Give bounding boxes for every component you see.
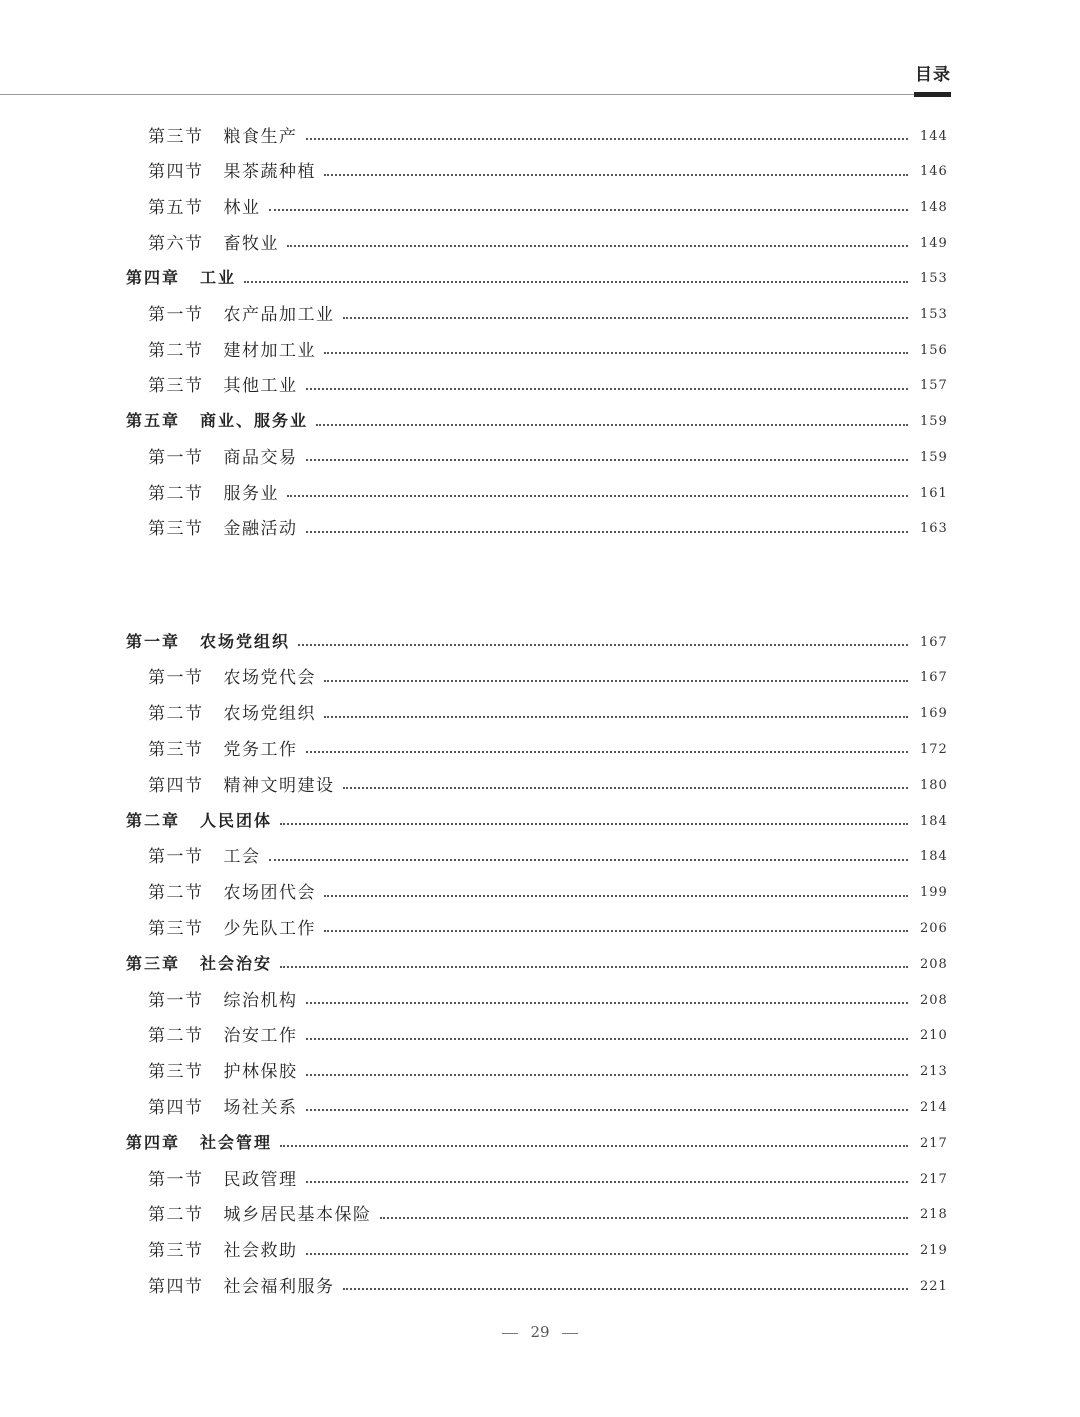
dot-leader: [324, 930, 908, 932]
toc-section-entry[interactable]: [0, 980, 1080, 1016]
toc-entry-label: [148, 122, 298, 147]
page-number-ref: 221: [920, 1278, 948, 1294]
toc-section-entry[interactable]: [0, 509, 1080, 545]
dot-leader: [244, 281, 908, 283]
dot-leader: [324, 680, 908, 682]
dot-leader: [306, 1253, 909, 1255]
toc-entry-label: [148, 336, 316, 361]
dot-leader: [306, 1002, 909, 1004]
chapter-title: 社会管理: [200, 1132, 273, 1152]
toc-chapter-entry[interactable]: [0, 259, 1080, 295]
toc-entry-label: [148, 1236, 298, 1261]
toc-section-entry[interactable]: [0, 295, 1080, 331]
toc-section-entry[interactable]: [0, 1266, 1080, 1302]
section-title: 综治机构: [223, 990, 298, 1011]
page-footer: [0, 1323, 1080, 1341]
toc-entry-label: [148, 479, 279, 504]
section-title: 林业: [223, 197, 261, 218]
section-number: 第三节: [148, 918, 204, 939]
dot-leader: [324, 716, 908, 718]
chapter-number: 第三章: [126, 953, 181, 973]
toc-section-entry[interactable]: [0, 694, 1080, 730]
page-number-ref: 184: [920, 813, 948, 829]
chapter-title: 工业: [200, 268, 237, 288]
section-number: 第二节: [148, 340, 204, 361]
section-title: 商品交易: [223, 447, 298, 468]
section-number: 第四节: [148, 1097, 204, 1118]
toc-section-entry[interactable]: [0, 873, 1080, 909]
toc-entry-label: [148, 1165, 298, 1190]
section-title: 其他工业: [223, 376, 298, 397]
dot-leader: [343, 787, 909, 789]
dot-leader: [280, 823, 908, 825]
toc-entry-label: [148, 878, 316, 903]
toc-entry-label: [148, 986, 298, 1011]
dot-leader: [306, 459, 909, 461]
dot-leader: [316, 424, 908, 426]
header-accent-bar: [914, 92, 951, 97]
page-number-ref: 159: [920, 449, 948, 465]
chapter-title: 人民团体: [200, 810, 273, 830]
toc-entry-label: [148, 1272, 335, 1297]
toc-entry-label: [148, 842, 261, 867]
toc-section-entry[interactable]: [0, 187, 1080, 223]
dot-leader: [306, 531, 909, 533]
toc-entry-label: [148, 663, 316, 688]
section-title: 治安工作: [223, 1026, 298, 1047]
toc-entry-label: [126, 265, 236, 288]
dot-leader: [324, 352, 908, 354]
toc-section-entry[interactable]: [0, 1087, 1080, 1123]
toc-section-entry[interactable]: [0, 765, 1080, 801]
dot-leader: [324, 174, 908, 176]
section-number: 第三节: [148, 126, 204, 147]
chapter-number: 第四章: [126, 1132, 181, 1152]
section-number: 第三节: [148, 739, 204, 760]
section-number: 第二节: [148, 1026, 204, 1047]
section-title: 农场党代会: [223, 668, 316, 689]
dot-leader: [306, 138, 909, 140]
page-number-ref: 163: [920, 521, 948, 537]
toc-entry-label: [148, 300, 335, 325]
toc-entry-label: [126, 808, 272, 831]
page-number-ref: 157: [920, 378, 948, 394]
toc-section-entry[interactable]: [0, 152, 1080, 188]
section-number: 第四节: [148, 1276, 204, 1297]
dot-leader: [343, 317, 909, 319]
page-number-ref: 199: [920, 885, 948, 901]
toc-chapter-entry[interactable]: [0, 1123, 1080, 1159]
toc-entry-label: [126, 951, 272, 974]
header-divider: [0, 94, 950, 95]
section-title: 社会救助: [223, 1241, 298, 1262]
section-title: 农场团代会: [223, 883, 316, 904]
dot-leader: [343, 1288, 909, 1290]
chapter-title: 商业、服务业: [200, 411, 309, 431]
chapter-title: 农场党组织: [200, 631, 291, 651]
toc-section-entry[interactable]: [0, 1159, 1080, 1195]
section-title: 社会福利服务: [223, 1276, 335, 1297]
page-number-ref: 217: [920, 1135, 948, 1151]
dot-leader: [280, 1145, 908, 1147]
page-number-ref: 167: [920, 634, 948, 650]
toc-section-entry[interactable]: [0, 908, 1080, 944]
toc-entry-label: [126, 629, 290, 652]
section-number: 第一节: [148, 990, 204, 1011]
section-number: 第一节: [148, 668, 204, 689]
toc-section-entry[interactable]: [0, 837, 1080, 873]
section-title: 精神文明建设: [223, 775, 335, 796]
toc-chapter-entry[interactable]: [0, 402, 1080, 438]
page-number-ref: 218: [920, 1207, 948, 1223]
dot-leader: [324, 895, 908, 897]
section-number: 第二节: [148, 883, 204, 904]
dot-leader: [298, 644, 908, 646]
section-number: 第四节: [148, 775, 204, 796]
dot-leader: [306, 1074, 909, 1076]
page-number-ref: 210: [920, 1028, 948, 1044]
page-number-ref: 146: [920, 164, 948, 180]
section-title: 服务业: [223, 483, 279, 504]
toc-section-entry[interactable]: [0, 1231, 1080, 1267]
section-number: 第三节: [148, 376, 204, 397]
section-number: 第一节: [148, 847, 204, 868]
section-title: 护林保胶: [223, 1062, 298, 1083]
toc-entry-label: [148, 229, 279, 254]
page-number-ref: 153: [920, 307, 948, 322]
toc-section-entry[interactable]: [0, 437, 1080, 473]
toc-entry-label: [148, 1021, 298, 1046]
page-number-ref: 208: [920, 992, 948, 1008]
dot-leader: [380, 1217, 909, 1219]
toc-entry-label: [148, 157, 316, 182]
section-number: 第一节: [148, 1169, 204, 1190]
section-title: 民政管理: [223, 1169, 298, 1190]
toc-chapter-entry[interactable]: [0, 622, 1080, 658]
chapter-number: 第四章: [126, 268, 181, 288]
page-number-ref: 156: [920, 342, 948, 358]
page-number-ref: 148: [920, 199, 948, 215]
chapter-title: 社会治安: [200, 953, 273, 973]
page-number-ref: 144: [920, 128, 948, 144]
toc-entry-label: [148, 1093, 298, 1118]
section-title: 农产品加工业: [223, 305, 335, 325]
section-title: 党务工作: [223, 739, 298, 760]
section-title: 金融活动: [223, 519, 298, 540]
toc-entry-label: [148, 1057, 298, 1082]
chapter-number: 第一章: [126, 631, 181, 651]
section-title: 果茶蔬种植: [223, 162, 316, 183]
section-number: 第一节: [148, 447, 204, 468]
toc-section-entry[interactable]: [0, 366, 1080, 402]
section-number: 第三节: [148, 519, 204, 540]
toc-entry-label: [148, 771, 335, 796]
toc-section-entry[interactable]: [0, 1052, 1080, 1088]
section-number: 第三节: [148, 1241, 204, 1262]
section-number: 第四节: [148, 162, 204, 183]
toc-entry-label: [148, 371, 298, 396]
section-title: 畜牧业: [223, 233, 279, 254]
section-number: 第三节: [148, 1062, 204, 1083]
page-number-ref: 172: [920, 741, 948, 757]
chapter-number: 第五章: [126, 411, 181, 431]
section-title: 建材加工业: [223, 340, 316, 361]
page-number-ref: 184: [920, 849, 948, 865]
section-number: 第六节: [148, 233, 204, 254]
toc-section-entry[interactable]: [0, 1016, 1080, 1052]
toc-entry-label: [126, 1130, 272, 1153]
page-number-ref: 149: [920, 235, 948, 251]
toc-entry-label: [148, 193, 261, 218]
dot-leader: [306, 1038, 909, 1040]
page-number-ref: 206: [920, 920, 948, 936]
section-number: 第二节: [148, 704, 204, 725]
section-number: 第二节: [148, 1205, 204, 1226]
footer-dash-left: [502, 1333, 518, 1334]
toc-section-entry[interactable]: [0, 330, 1080, 366]
section-title: 城乡居民基本保险: [223, 1205, 372, 1226]
page-title: 目录: [915, 65, 951, 85]
section-title: 少先队工作: [223, 918, 316, 939]
page-number-ref: 217: [920, 1171, 948, 1187]
page-number-ref: 208: [920, 956, 948, 972]
toc-entry-label: [148, 1200, 372, 1225]
page-number-ref: 159: [920, 414, 948, 430]
dot-leader: [269, 859, 909, 861]
toc-entry-label: [148, 443, 298, 468]
section-number: 第五节: [148, 197, 204, 218]
toc-entry-label: [148, 914, 316, 939]
page-number-ref: 153: [920, 271, 948, 287]
toc-section-entry[interactable]: [0, 116, 1080, 152]
toc-section-entry[interactable]: [0, 658, 1080, 694]
toc-section-entry[interactable]: [0, 223, 1080, 259]
toc-chapter-entry[interactable]: [0, 944, 1080, 980]
page-number-ref: 180: [920, 777, 948, 793]
page-number-ref: 167: [920, 670, 948, 686]
section-title: 场社关系: [223, 1097, 298, 1118]
toc-entry-label: [148, 699, 316, 724]
toc-section-entry[interactable]: [0, 473, 1080, 509]
section-number: 第一节: [148, 305, 204, 325]
toc-entry-label: [148, 514, 298, 539]
toc-chapter-entry[interactable]: [0, 801, 1080, 837]
page-number-ref: 161: [920, 485, 948, 501]
page-number-ref: 214: [920, 1099, 948, 1115]
footer-dash-right: [562, 1333, 578, 1334]
toc-section-entry[interactable]: [0, 729, 1080, 765]
toc-section-entry[interactable]: [0, 1195, 1080, 1231]
section-number: 第二节: [148, 483, 204, 504]
page-number-ref: 219: [920, 1243, 948, 1259]
dot-leader: [306, 751, 909, 753]
section-title: 粮食生产: [223, 126, 298, 147]
toc-entry-label: [148, 735, 298, 760]
dot-leader: [280, 966, 908, 968]
dot-leader: [306, 1181, 909, 1183]
dot-leader: [306, 388, 909, 390]
section-title: 工会: [223, 847, 261, 868]
page-number-ref: 213: [920, 1064, 948, 1080]
section-title: 农场党组织: [223, 704, 316, 725]
dot-leader: [287, 245, 908, 247]
dot-leader: [269, 209, 909, 211]
page-number: 29: [530, 1323, 550, 1341]
toc-entry-label: [126, 408, 308, 431]
chapter-number: 第二章: [126, 810, 181, 830]
dot-leader: [306, 1109, 909, 1111]
page-number-ref: 169: [920, 706, 948, 722]
dot-leader: [287, 495, 908, 497]
